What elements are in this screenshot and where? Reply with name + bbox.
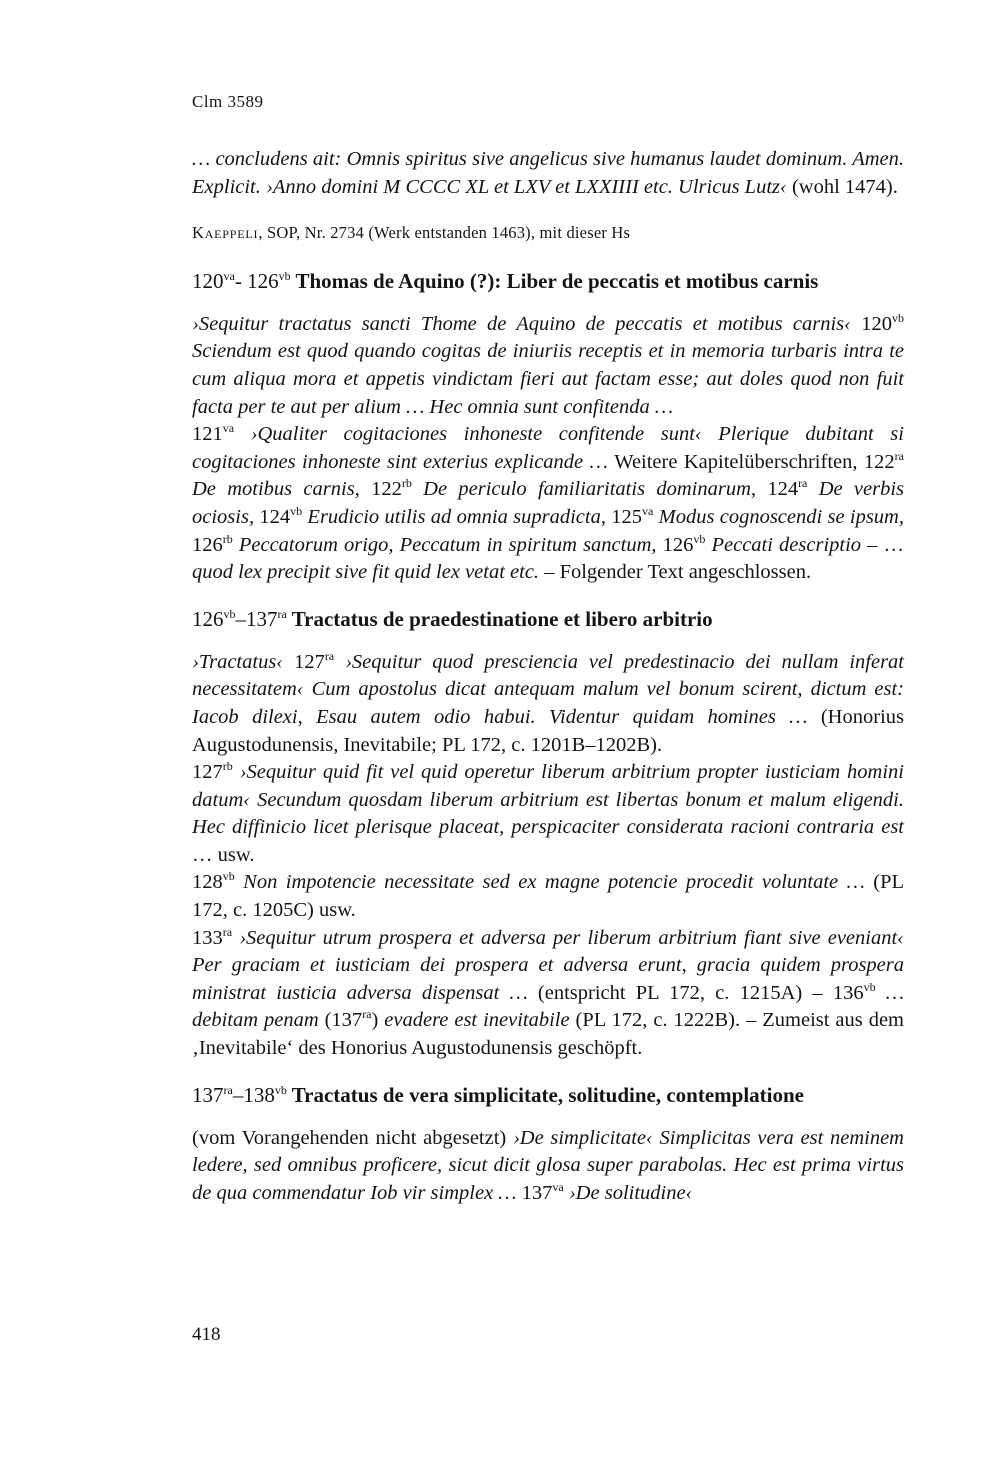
intro-text-1: … concludens ait: bbox=[192, 148, 347, 170]
running-head: Clm 3589 bbox=[192, 92, 264, 111]
page-number: 418 bbox=[192, 1324, 221, 1345]
section-heading-3: $137^{ra}-138^{vb}$ Tractatus de vera simplicitate, solitudine, contemplatione bbox=[192, 1082, 805, 1107]
section-3-body bbox=[192, 1125, 904, 1208]
section-title-1: Thomas de Aquino (?): Liber de peccatis et motibus carnis bbox=[290, 268, 819, 293]
biblio-rest: , SOP, Nr. 2734 (Werk entstanden 1463), mit dieser Hs bbox=[258, 223, 631, 243]
section-title-3: Tractatus de vera simplicitate, solitudine, contemplatione bbox=[286, 1082, 805, 1107]
section-2-body bbox=[192, 649, 904, 1063]
section-3-paragraph-1: (vom Vorangehenden nicht abgesetzt) ›De simplicitate‹ Simplicitas vera est neminem ledere, sed omnibus proficere, sicut dicit glosa super parabolas. Hec est prima virtus de qua commendatur Iob vir simplex … $137^{va}$ ›De solitudine‹ bbox=[192, 1126, 904, 1204]
section-2-paragraph-3: $128^{vb}$ Non impotencie necessitate sed ex magne potencie procedit voluntate … (PL 172, c. 1205C) usw. bbox=[192, 869, 905, 922]
section-2-paragraph-2: $127^{rb}$ ›Sequitur quid fit vel quid operetur liberum arbitrium propter iusticiam homini datum‹ Secundum quosdam liberum arbitrium est libertas bonum et malum eligendi. Hec diffinicio licet plerisque placeat, perspicaciter considerata racioni contraria est … usw. bbox=[192, 759, 904, 866]
intro-block bbox=[192, 146, 904, 201]
biblio-author: Kaeppeli bbox=[192, 223, 259, 243]
section-1-paragraph-2: $121^{va}$ ›Qualiter cogitaciones inhoneste confitende sunt‹ Plerique dubitant si cogitaciones inhoneste sint exterius explicande … Weitere Kapitelüberschriften, $122^{ra}$ De motibus carnis, $122^{rb}$ De periculo familiaritatis dominarum, $124^{ra}$ De verbis ociosis, $124^{vb}$ Erudicio utilis ad omnia supradicta, $125^{va}$ Modus cognoscendi se ipsum, $126^{rb}$ Peccatorum origo, Peccatum in spiritum sanctum, $126^{vb}$ Peccati descriptio – … quod lex precipit sive fit quid lex vetat etc. – Folgender Text angeschlossen. bbox=[192, 421, 904, 584]
section-2-paragraph-4: $133^{ra}$ ›Sequitur utrum prospera et adversa per liberum arbitrium fiant sive eveniant‹ Per graciam et iusticiam dei prospera et adversa erunt, gracia quidem prospera ministrat iusticia adversa dispensat … (entspricht PL 172, c. $1215A) - 136^{vb}$ … debitam penam $(137^{ra})$ evadere est inevitabile (PL 172, c. 1222B). – Zumeist aus dem ‚Inevitabile‘ des Honorius Augustodunensis geschöpft. bbox=[192, 924, 904, 1060]
intro-paragraph bbox=[192, 146, 904, 201]
section-1-paragraph-1: ›Sequitur tractatus sancti Thome de Aquino de peccatis et motibus carnis‹ $120^{vb}$ Sciendum est quod quando cogitas de iniuriis receptis et in memoria turbaris intra te cum aliqua mora et appetis vindictam fieri aut factam esse; aut doles quod non fuit facta per te aut per alium … Hec omnia sunt confitenda … bbox=[192, 310, 904, 418]
document-page bbox=[192, 0, 904, 1478]
section-heading-2: $126^{vb}-137^{ra}$ Tractatus de praedestinatione et libero arbitrio bbox=[192, 606, 713, 631]
intro-text-2: Omnis spiritus sive angelicus sive humanus laudet dominum. Amen. Explicit. ›Anno domini M CCCC XL et LXV et LXXIIII etc. Ulricus Lutz‹ bbox=[192, 148, 904, 198]
page-content bbox=[192, 146, 904, 1225]
bibliography-line bbox=[192, 219, 904, 247]
section-2-paragraph-1: ›Tractatus‹ $127^{ra}$ ›Sequitur quod presciencia vel predestinacio dei nullam inferat necessitatem‹ Cum apostolus dicat antequam malum vel bonum scirent, dictum est: Iacob dilexi, Esau autem odio habui. Videntur quidam homines … (Honorius Augustodunensis, Inevitabile; PL 172, c. 1201B–1202B). bbox=[192, 648, 904, 756]
intro-text-3: (wohl 1474). bbox=[786, 175, 898, 198]
section-heading-1: $120^{va}-$ $126^{vb}$ Thomas de Aquino (?): Liber de peccatis et motibus carnis bbox=[192, 268, 819, 293]
section-1-body bbox=[192, 311, 904, 587]
section-title-2: Tractatus de praedestinatione et libero arbitrio bbox=[286, 606, 713, 631]
